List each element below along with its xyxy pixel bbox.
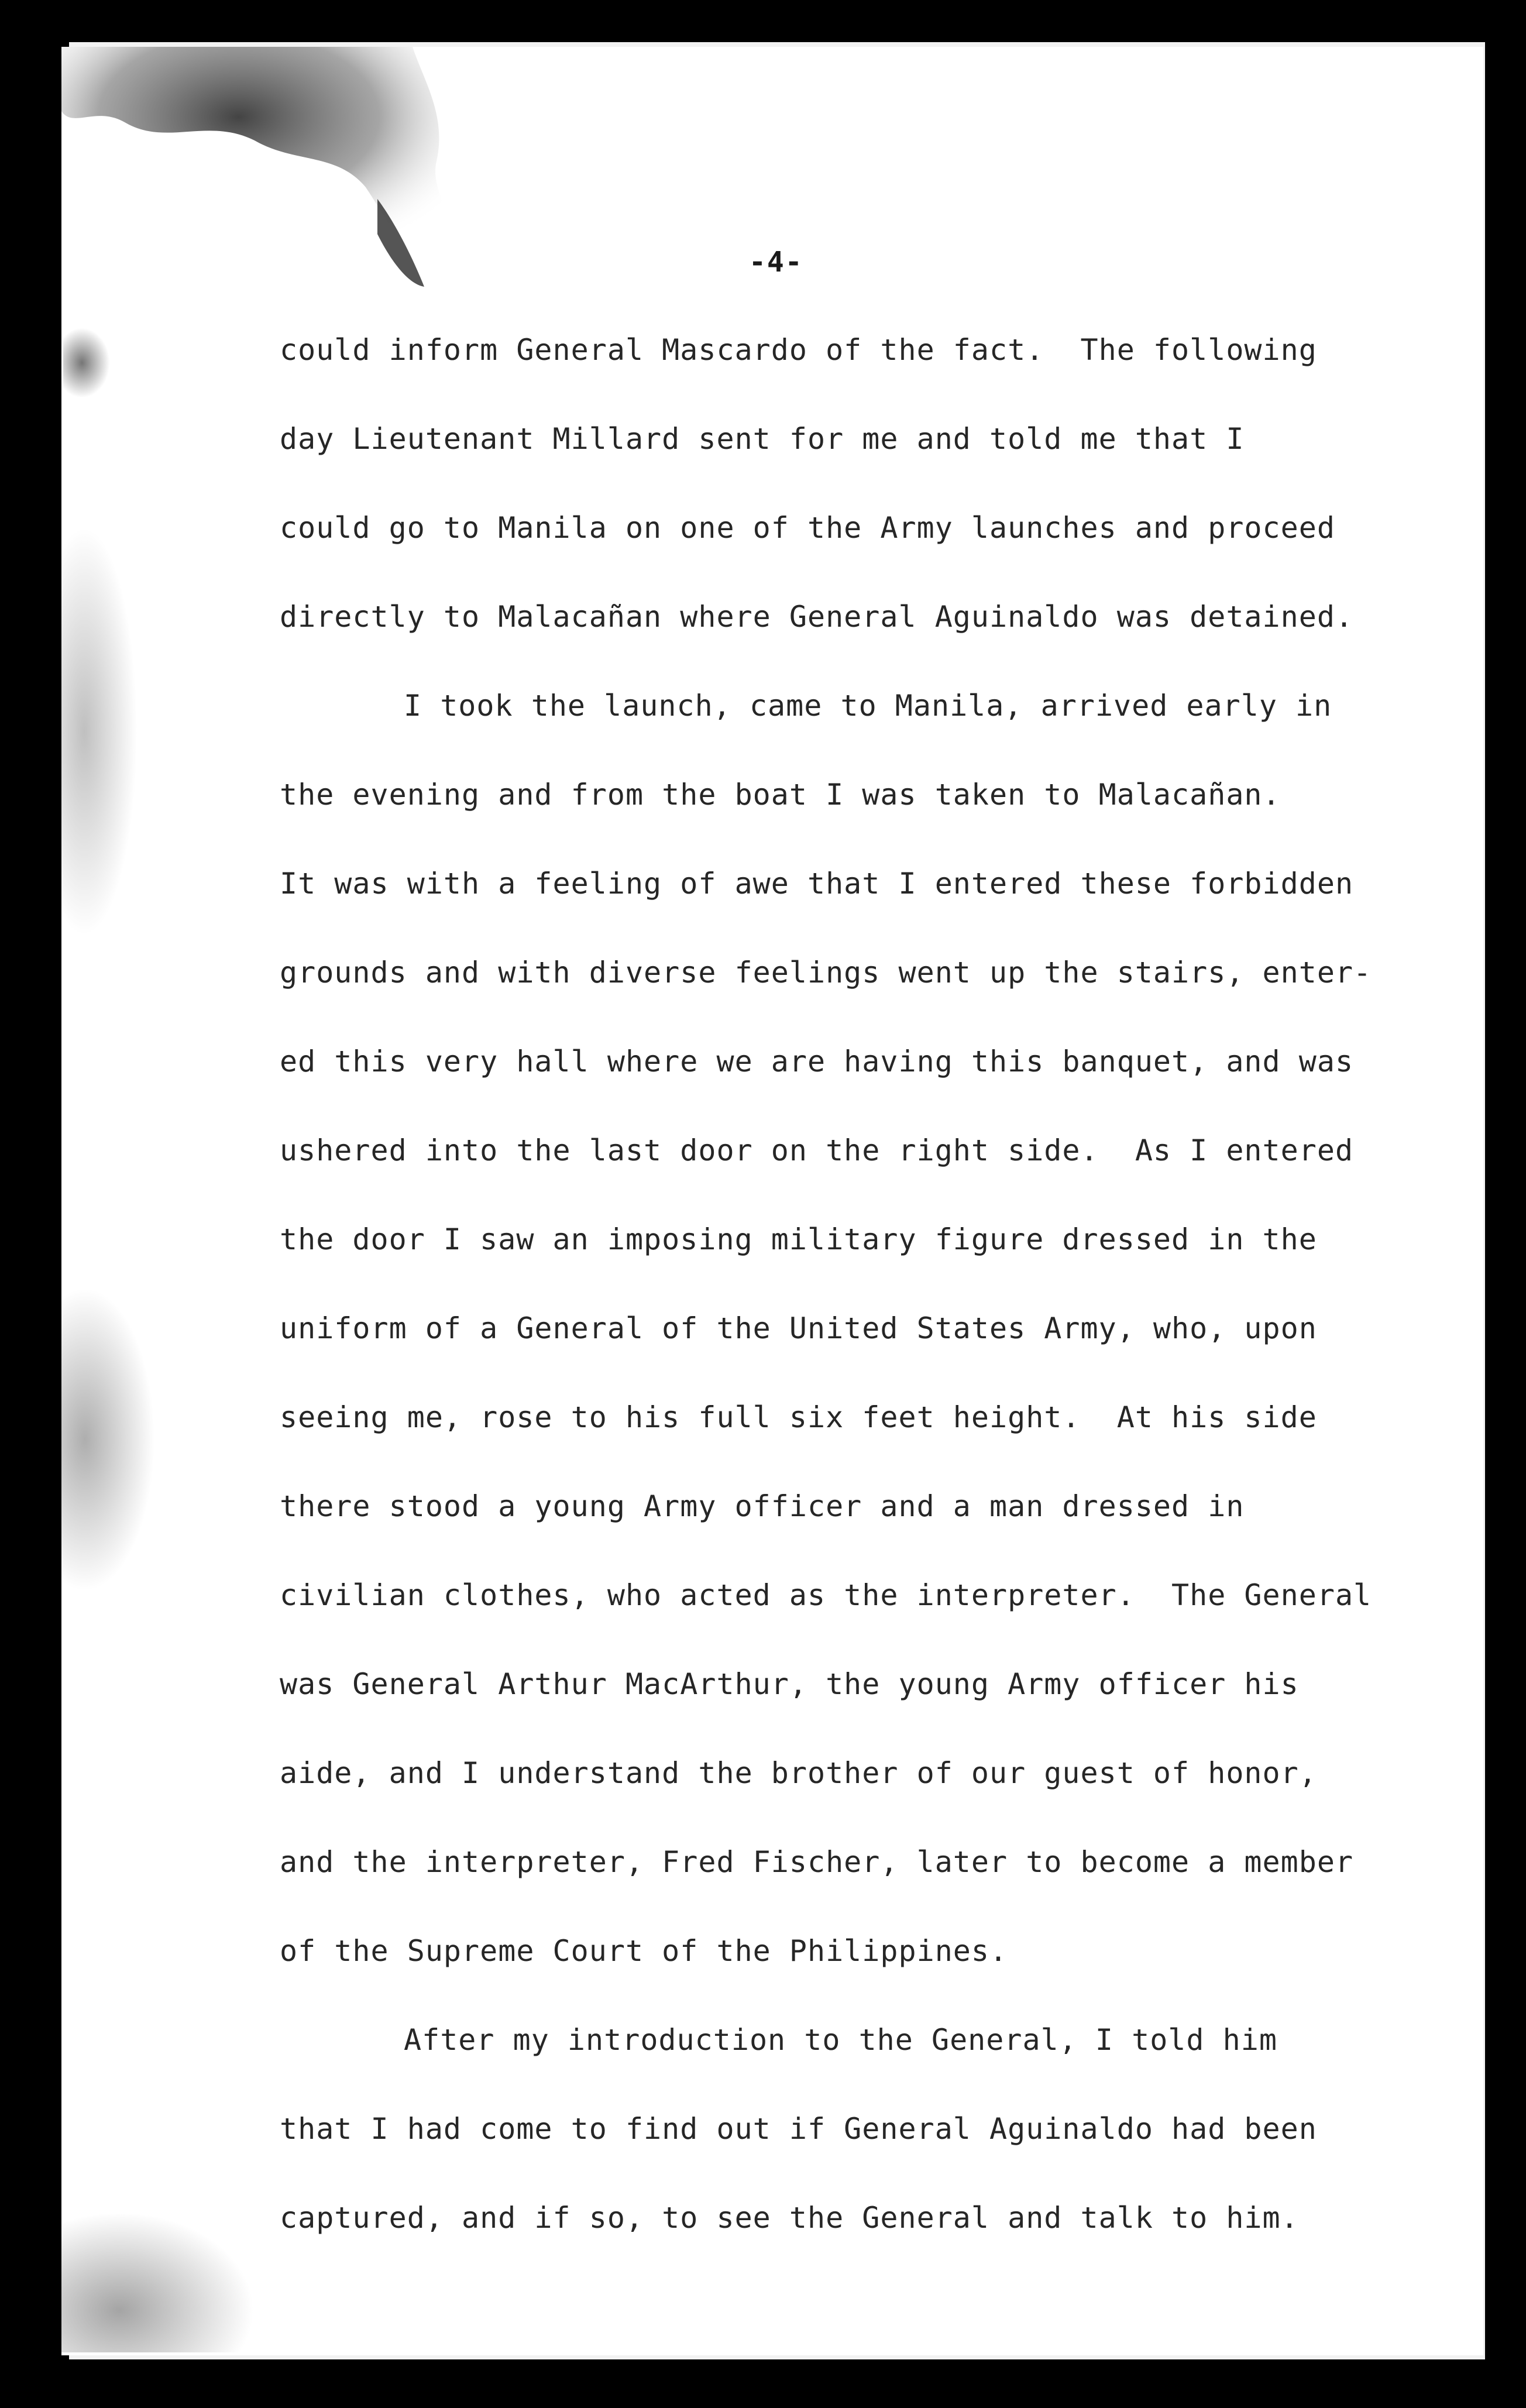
text-line: day Lieutenant Millard sent for me and told me that I xyxy=(280,422,1245,456)
page-number: -4- xyxy=(749,246,803,279)
text-line: could inform General Mascardo of the fact. The following xyxy=(280,333,1317,367)
text-line: grounds and with diverse feelings went up the stairs, enter- xyxy=(280,956,1372,990)
text-line: was General Arthur MacArthur, the young Army officer his xyxy=(280,1667,1299,1701)
text-line: ed this very hall where we are having this banquet, and was xyxy=(280,1045,1354,1078)
text-line: there stood a young Army officer and a man dressed in xyxy=(280,1489,1245,1523)
text-line: directly to Malacañan where General Aguinaldo was detained. xyxy=(280,600,1354,634)
text-line: ushered into the last door on the right side. As I entered xyxy=(280,1133,1354,1167)
text-line: aide, and I understand the brother of our guest of honor, xyxy=(280,1756,1317,1790)
text-line: civilian clothes, who acted as the interpreter. The General xyxy=(280,1578,1372,1612)
text-line: I took the launch, came to Manila, arrived early in xyxy=(404,689,1332,723)
text-line: of the Supreme Court of the Philippines. xyxy=(280,1934,1008,1968)
text-line: and the interpreter, Fred Fischer, later to become a member xyxy=(280,1845,1354,1879)
text-line: uniform of a General of the United States Army, who, upon xyxy=(280,1311,1317,1345)
text-line: the door I saw an imposing military figure dressed in the xyxy=(280,1222,1317,1256)
body-text xyxy=(280,328,1415,2285)
text-line: captured, and if so, to see the General and talk to him. xyxy=(280,2201,1299,2235)
text-line: After my introduction to the General, I told him xyxy=(404,2023,1277,2057)
text-line: that I had come to find out if General Aguinaldo had been xyxy=(280,2112,1317,2146)
text-line: It was with a feeling of awe that I entered these forbidden xyxy=(280,867,1354,901)
text-line: the evening and from the boat I was taken to Malacañan. xyxy=(280,778,1281,812)
text-line: could go to Manila on one of the Army launches and proceed xyxy=(280,511,1335,545)
text-line: seeing me, rose to his full six feet height. At his side xyxy=(280,1400,1317,1434)
